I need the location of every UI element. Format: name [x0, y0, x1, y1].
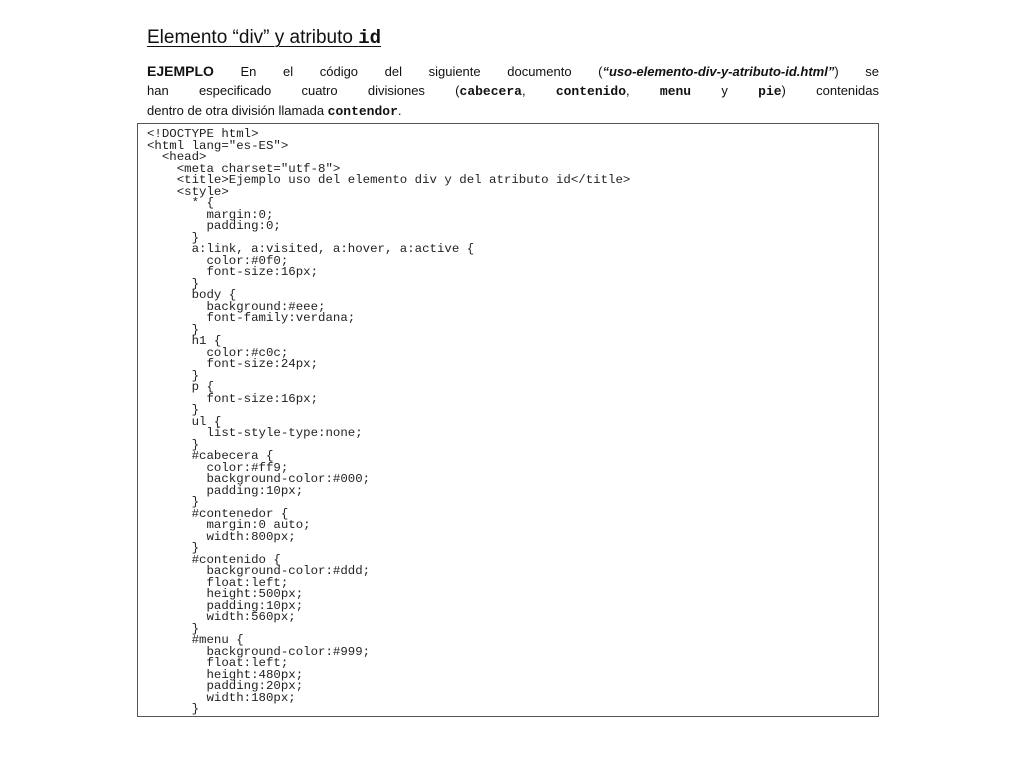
intro-sep-3: y [691, 83, 759, 98]
intro-text-3: han especificado cuatro divisiones ( [147, 83, 460, 98]
example-label: EJEMPLO [147, 63, 214, 79]
code-line: } [147, 702, 200, 716]
code-line: font-family:verdana; [147, 311, 356, 325]
code-line: width:180px; [147, 690, 296, 705]
intro-text-6: . [397, 103, 402, 118]
code-line: margin:0 auto; [147, 518, 311, 532]
code-line: #cabecera { [147, 449, 274, 463]
code-line: <head> [147, 150, 207, 164]
code-line: font-size:24px; [147, 357, 319, 371]
div-name-menu: menu [659, 84, 692, 99]
code-line: float:left; [147, 575, 289, 590]
intro-text-5: dentro de otra división llamada [147, 103, 328, 118]
intro-text-4: ) contenidas [781, 83, 880, 98]
code-line: <title>Ejemplo uso del elemento div y del atributo id</title> [147, 173, 631, 187]
code-line: background-color:#000; [147, 472, 371, 486]
code-line: <style> [147, 184, 229, 199]
code-line: color:#c0c; [147, 345, 289, 360]
code-line: margin:0; [147, 207, 274, 222]
code-line: } [147, 437, 200, 452]
code-line: } [147, 368, 200, 383]
code-line: p { [147, 380, 214, 394]
div-name-contenido: contenido [555, 84, 627, 99]
code-line: <meta charset="utf-8"> [147, 161, 341, 176]
code-line: float:left; [147, 656, 289, 670]
code-line: padding:0; [147, 219, 281, 233]
code-line: } [147, 276, 200, 291]
code-line: a:link, a:visited, a:hover, a:active { [147, 242, 475, 256]
code-line: background-color:#ddd; [147, 564, 371, 578]
intro-line-3 [147, 101, 879, 121]
code-line: height:480px; [147, 667, 304, 682]
intro-paragraph [147, 62, 879, 121]
code-listing-box [137, 123, 879, 717]
code-line: color:#ff9; [147, 460, 289, 475]
code-line: #contenedor { [147, 506, 289, 521]
page-title [147, 27, 381, 49]
code-line: height:500px; [147, 587, 304, 601]
code-line: } [147, 541, 200, 555]
code-line: background-color:#999; [147, 644, 371, 659]
code-listing [147, 129, 630, 716]
code-line: h1 { [147, 334, 222, 348]
code-line: width:560px; [147, 610, 296, 624]
intro-line-2 [147, 81, 879, 101]
code-line: <!DOCTYPE html> [147, 127, 259, 141]
code-line: } [147, 230, 200, 245]
intro-text-2: ) se [834, 64, 879, 79]
intro-text-1: En el código del siguiente documento ( [213, 64, 603, 79]
code-line: } [147, 322, 200, 337]
code-line: } [147, 403, 200, 417]
code-line: color:#0f0; [147, 253, 289, 268]
code-line: ul { [147, 414, 222, 429]
code-line: * { [147, 196, 214, 210]
code-line: background:#eee; [147, 299, 326, 314]
intro-sep-2: , [626, 83, 660, 98]
intro-line-1 [147, 62, 879, 81]
code-line: body { [147, 288, 237, 302]
intro-filename: “uso-elemento-div-y-atributo-id.html” [602, 64, 835, 79]
code-line: padding:20px; [147, 679, 304, 693]
code-line: <html lang="es-ES"> [147, 138, 289, 153]
intro-sep-1: , [521, 83, 556, 98]
code-line: padding:10px; [147, 483, 304, 498]
code-line: font-size:16px; [147, 391, 319, 406]
title-code: id [358, 27, 382, 49]
div-name-cabecera: cabecera [459, 84, 522, 99]
code-line: } [147, 621, 200, 636]
code-line: #menu { [147, 633, 244, 647]
code-line: font-size:16px; [147, 265, 319, 279]
code-line: width:800px; [147, 529, 296, 544]
code-line: list-style-type:none; [147, 426, 363, 440]
code-line: } [147, 495, 200, 509]
code-line: #contenido { [147, 552, 281, 567]
div-name-pie: pie [758, 84, 782, 99]
div-name-contendor: contendor [327, 104, 398, 119]
code-line: padding:10px; [147, 598, 304, 613]
title-text: Elemento “div” y atributo [147, 27, 359, 48]
